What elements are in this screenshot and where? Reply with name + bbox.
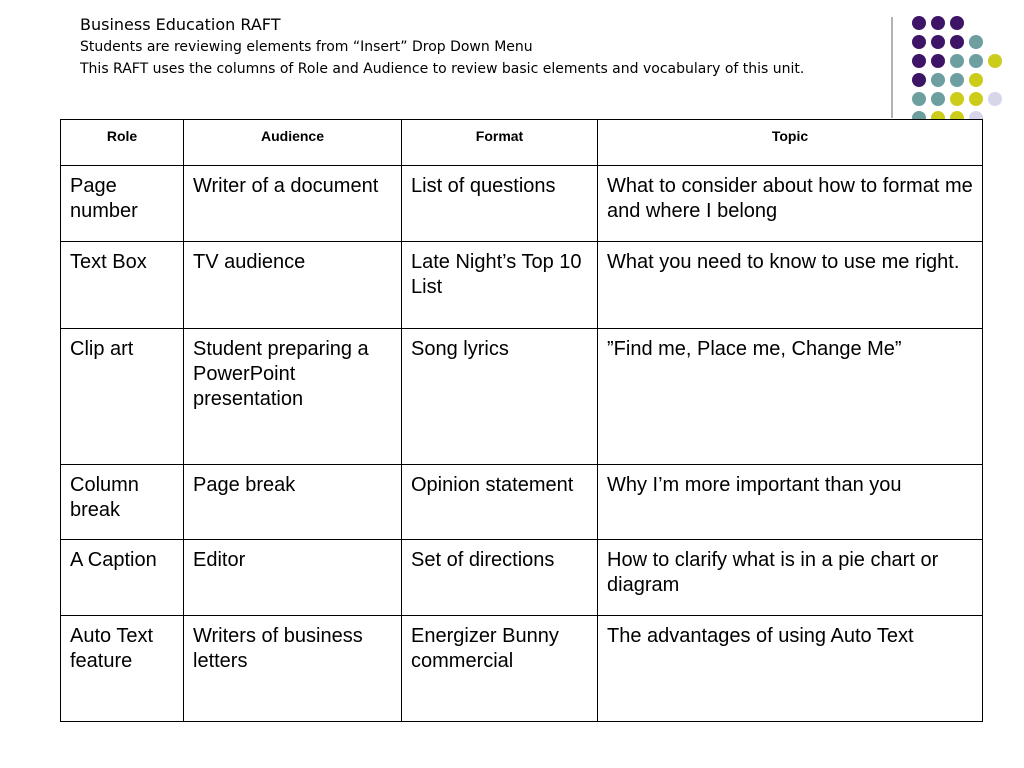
cell-audience: Page break	[184, 465, 402, 540]
slide-title: Business Education RAFT	[80, 15, 281, 34]
cell-role: Clip art	[61, 329, 184, 465]
cell-audience: Student preparing a PowerPoint presentation	[184, 329, 402, 465]
decorative-dot	[950, 35, 964, 49]
table-header-row	[61, 120, 983, 166]
decorative-dot	[912, 54, 926, 68]
slide-header	[80, 14, 880, 80]
table-row	[61, 166, 983, 242]
subtitle-line-1: Students are reviewing elements from “Insert” Drop Down Menu	[80, 39, 533, 55]
cell-topic: The advantages of using Auto Text	[598, 616, 983, 722]
decorative-divider	[891, 17, 893, 118]
header-role: Role	[61, 120, 184, 166]
decorative-dot	[931, 35, 945, 49]
decorative-dot	[912, 35, 926, 49]
cell-format: Late Night’s Top 10 List	[402, 242, 598, 329]
table-row	[61, 465, 983, 540]
cell-format: List of questions	[402, 166, 598, 242]
header-topic: Topic	[598, 120, 983, 166]
table-row	[61, 616, 983, 722]
cell-role: A Caption	[61, 540, 184, 616]
cell-role: Text Box	[61, 242, 184, 329]
table-row	[61, 242, 983, 329]
cell-audience: Editor	[184, 540, 402, 616]
decorative-dot	[931, 92, 945, 106]
cell-role: Auto Text feature	[61, 616, 184, 722]
cell-role: Column break	[61, 465, 184, 540]
decorative-dot	[988, 54, 1002, 68]
decorative-dot	[988, 92, 1002, 106]
table-row	[61, 540, 983, 616]
cell-format: Song lyrics	[402, 329, 598, 465]
cell-format: Energizer Bunny commercial	[402, 616, 598, 722]
decorative-dot	[912, 73, 926, 87]
cell-topic: ”Find me, Place me, Change Me”	[598, 329, 983, 465]
decorative-dot	[931, 16, 945, 30]
table-row	[61, 329, 983, 465]
header-audience: Audience	[184, 120, 402, 166]
decorative-dot	[950, 92, 964, 106]
cell-audience: TV audience	[184, 242, 402, 329]
decorative-dot	[912, 16, 926, 30]
cell-topic: Why I’m more important than you	[598, 465, 983, 540]
cell-topic: What you need to know to use me right.	[598, 242, 983, 329]
cell-audience: Writer of a document	[184, 166, 402, 242]
cell-audience: Writers of business letters	[184, 616, 402, 722]
decorative-dot	[912, 92, 926, 106]
decorative-dot	[969, 92, 983, 106]
decorative-dot	[931, 54, 945, 68]
cell-topic: What to consider about how to format me and where I belong	[598, 166, 983, 242]
decorative-dot	[969, 73, 983, 87]
decorative-dot	[950, 54, 964, 68]
decorative-dot	[931, 73, 945, 87]
cell-role: Page number	[61, 166, 184, 242]
decorative-dot	[950, 16, 964, 30]
subtitle-line-2: This RAFT uses the columns of Role and Audience to review basic elements and vocabulary of this unit.	[80, 61, 805, 77]
decorative-dot	[969, 54, 983, 68]
cell-topic: How to clarify what is in a pie chart or diagram	[598, 540, 983, 616]
raft-table	[60, 119, 983, 722]
cell-format: Set of directions	[402, 540, 598, 616]
decorative-dot	[969, 35, 983, 49]
cell-format: Opinion statement	[402, 465, 598, 540]
header-format: Format	[402, 120, 598, 166]
decorative-dot	[950, 73, 964, 87]
